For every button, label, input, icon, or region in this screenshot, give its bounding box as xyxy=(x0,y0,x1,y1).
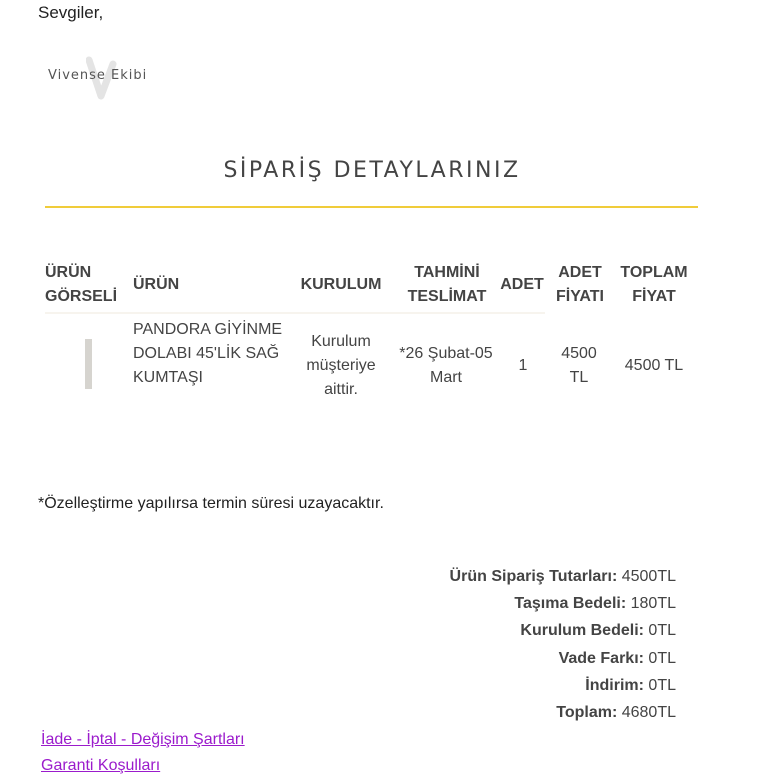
qty-text: 1 xyxy=(518,357,528,374)
header-delivery: TAHMİNİ TESLİMAT xyxy=(407,264,487,305)
customization-note: *Özelleştirme yapılırsa termin süresi uzayacaktır. xyxy=(38,495,384,512)
header-unit-price: ADET FİYATI xyxy=(555,264,604,305)
summary-order-amount: Ürün Sipariş Tutarları: 4500TL xyxy=(449,568,676,585)
header-qty: ADET xyxy=(500,276,544,293)
unit-price-text: 4500 TL xyxy=(561,345,597,386)
installation-text: Kurulum müşteriye aittir. xyxy=(306,333,376,398)
logo-text: Vivense Ekibi xyxy=(48,68,148,83)
header-total: TOPLAM FİYAT xyxy=(620,264,688,305)
divider xyxy=(45,206,698,208)
summary-total: Toplam: 4680TL xyxy=(556,704,676,721)
header-installation: KURULUM xyxy=(300,276,382,293)
total-text: 4500 TL xyxy=(624,357,684,374)
page-title: SİPARİŞ DETAYLARINIZ xyxy=(223,158,521,183)
header-product: ÜRÜN xyxy=(133,276,180,293)
delivery-text: *26 Şubat-05 Mart xyxy=(399,345,493,386)
header-divider xyxy=(45,312,545,314)
greeting: Sevgiler, xyxy=(38,3,104,22)
product-name[interactable]: PANDORA GİYİNME DOLABI 45'LİK SAĞ KUMTAŞI xyxy=(133,321,283,386)
header-product-image: ÜRÜN GÖRSELİ xyxy=(45,264,118,305)
product-image[interactable] xyxy=(85,339,92,389)
summary-shipping: Taşıma Bedeli: 180TL xyxy=(514,595,676,612)
summary-term-difference: Vade Farkı: 0TL xyxy=(558,650,676,667)
warranty-link[interactable]: Garanti Koşulları xyxy=(41,757,161,774)
return-policy-link[interactable]: İade - İptal - Değişim Şartları xyxy=(41,731,245,748)
summary-discount: İndirim: 0TL xyxy=(585,677,676,694)
summary-installation: Kurulum Bedeli: 0TL xyxy=(520,622,676,639)
vivense-logo xyxy=(48,56,168,100)
